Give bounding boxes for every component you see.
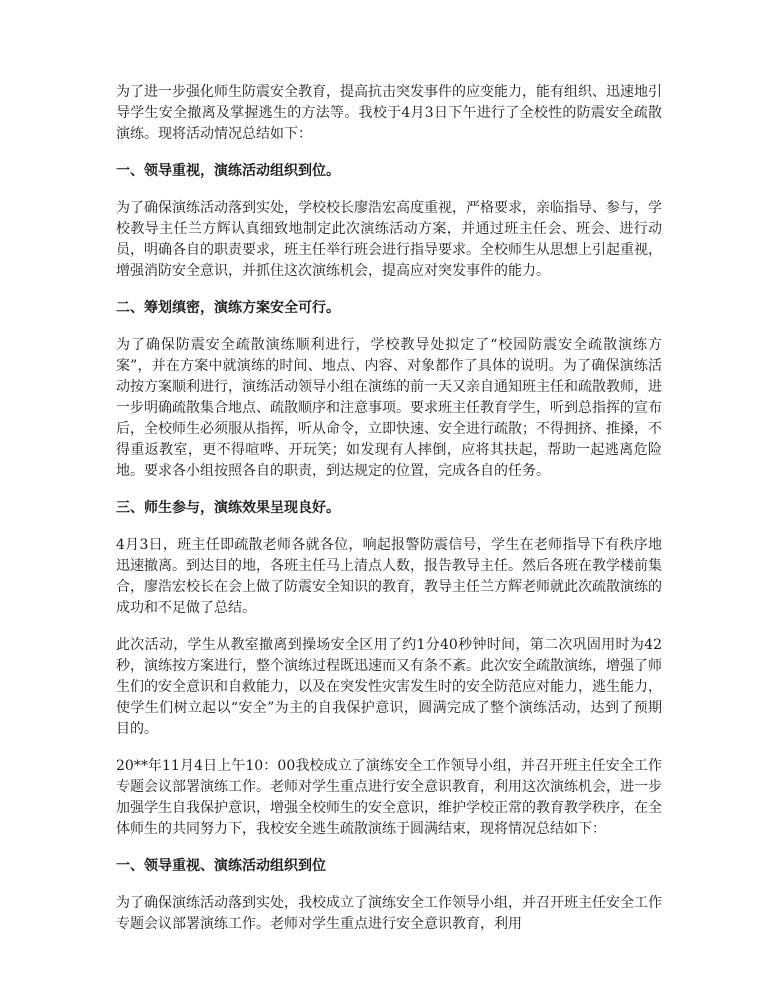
section-1-paragraph: 为了确保演练活动落到实处，学校校长廖浩宏高度重视，严格要求，亲临指导、参与，学校教导主任兰方辉认真细致地制定此次演练活动方案，并通过班主任会、班会、进行动员，明确各自的职责要求，班主任举行班会进行指导要求。全校师生从思想上引起重视，增强消防安全意识，并抓住这次演练机会，提高应对突发事件的能力。 xyxy=(116,200,662,279)
section-3-paragraph-1: 4月3日，班主任即疏散老师各就各位，响起报警防震信号，学生在老师指导下有秩序地迅速撤离。到达目的地，各班主任马上清点人数，报告教导主任。然后各班在教学楼前集合，廖浩宏校长在会上做了防震安全知识的教育，教导主任兰方辉老师就此次疏散演练的成功和不足做了总结。 xyxy=(116,537,662,616)
second-report-heading-1: 一、领导重视、演练活动组织到位 xyxy=(116,858,326,874)
document-page xyxy=(116,82,662,951)
intro-paragraph: 为了进一步强化师生防震安全教育，提高抗击突发事件的应变能力，能有组织、迅速地引导学生安全撤离及掌握逃生的方法等。我校于4月3日下午进行了全校性的防震安全疏散演练。现将活动情况总结如下： xyxy=(116,84,662,142)
section-heading-3: 三、师生参与，演练效果呈现良好。 xyxy=(116,500,340,516)
second-report-intro-paragraph: 20**年11月4日上午10：00我校成立了演练安全工作领导小组，并召开班主任安全工作专题会议部署演练工作。老师对学生重点进行安全意识教育，利用这次演练机会，进一步加强学生自我保护意识，增强全校师生的安全意识，维护学校正常的教育教学秩序，在全体师生的共同努力下，我校安全逃生疏散演练于圆满结束，现将情况总结如下： xyxy=(116,758,662,837)
section-2-paragraph: 为了确保防震安全疏散演练顺利进行，学校教导处拟定了“校园防震安全疏散演练方案”，并在方案中就演练的时间、地点、内容、对象都作了具体的说明。为了确保演练活动按方案顺利进行，演练活动领导小组在演练的前一天又亲自通知班主任和疏散教师，进一步明确疏散集合地点、疏散顺序和注意事项。要求班主任教育学生，听到总指挥的宣布后，全校师生必须服从指挥，听从命令，立即快速、安全进行疏散；不得拥挤、推搡，不得重返教室，更不得喧哗、开玩笑；如发现有人摔倒，应将其扶起，帮助一起逃离危险地。要求各小组按照各自的职责，到达规定的位置，完成各自的任务。 xyxy=(116,337,662,479)
section-3-paragraph-2: 此次活动，学生从教室撤离到操场安全区用了约1分40秒钟时间，第二次巩固用时为42秒，演练按方案进行，整个演练过程既迅速而又有条不紊。此次安全疏散演练，增强了师生们的安全意识和自救能力，以及在突发性灾害发生时的安全防范应对能力，逃生能力，使学生们树立起以“安全”为主的自我保护意识，圆满完成了整个演练活动，达到了预期目的。 xyxy=(116,637,662,737)
section-heading-2: 二、筹划缜密，演练方案安全可行。 xyxy=(116,300,340,316)
second-report-paragraph-1: 为了确保演练活动落到实处，我校成立了演练安全工作领导小组，并召开班主任安全工作专题会议部署演练工作。老师对学生重点进行安全意识教育，利用 xyxy=(116,895,662,932)
section-heading-1: 一、领导重视，演练活动组织到位。 xyxy=(116,163,340,179)
